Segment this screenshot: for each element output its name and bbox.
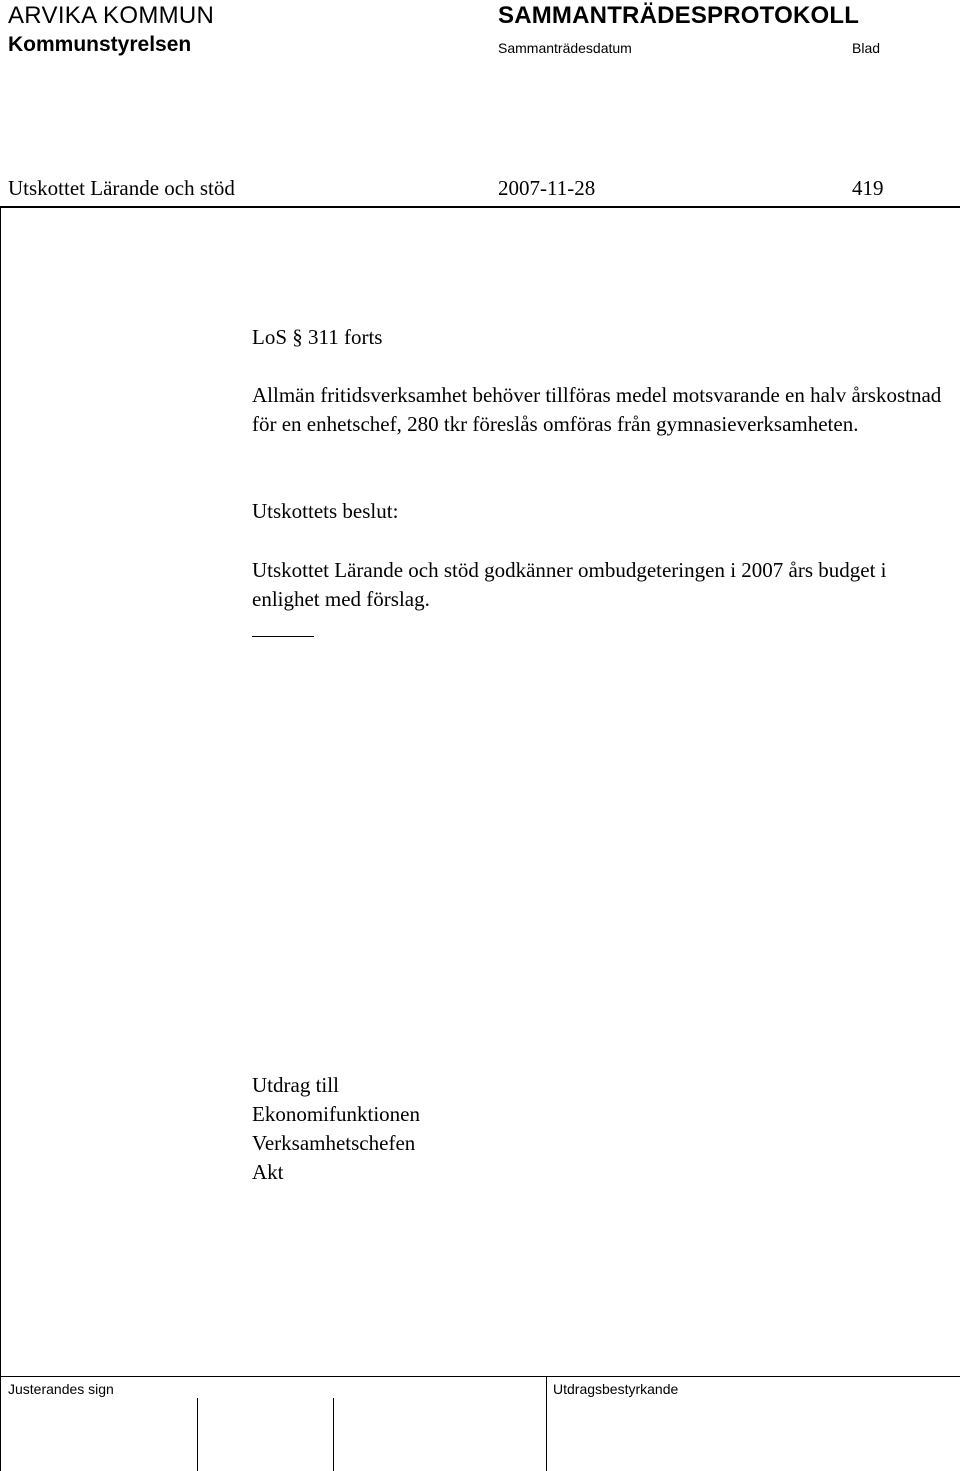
signature-box-divider (197, 1398, 198, 1471)
page-number: 419 (852, 176, 884, 200)
section-heading: LoS § 311 forts (252, 325, 383, 349)
decision-heading: Utskottets beslut: (252, 499, 399, 523)
organization-name: ARVIKA KOMMUN (8, 2, 215, 29)
body-paragraph: Allmän fritidsverksamhet behöver tillföras medel motsvarande en halv årskostnad för en enhetschef, 280 tkr föreslås omföras från gymnasieverksamheten. (252, 383, 942, 436)
distribution-recipient: Verksamhetschefen (252, 1131, 416, 1155)
governing-body: Kommunstyrelsen (8, 33, 192, 56)
distribution-recipient: Ekonomifunktionen (252, 1102, 420, 1126)
page-label: Blad (852, 40, 881, 56)
footer-rule (0, 1376, 960, 1377)
distribution-heading: Utdrag till (252, 1073, 339, 1097)
signature-label: Justerandes sign (8, 1381, 114, 1397)
signature-box-divider (546, 1376, 547, 1471)
distribution-recipient: Akt (252, 1160, 284, 1184)
document-type: SAMMANTRÄDESPROTOKOLL (498, 2, 860, 29)
left-margin-line (0, 206, 1, 1471)
certification-label: Utdragsbestyrkande (553, 1381, 679, 1397)
header-rule (0, 206, 960, 208)
meeting-date: 2007-11-28 (498, 176, 596, 200)
meeting-date-label: Sammanträdesdatum (498, 40, 632, 56)
signature-box-divider (333, 1398, 334, 1471)
committee-name: Utskottet Lärande och stöd (8, 176, 235, 200)
decision-text: Utskottet Lärande och stöd godkänner ombudgeteringen i 2007 års budget i enlighet med förslag. (252, 558, 887, 611)
separator-line (252, 636, 314, 637)
